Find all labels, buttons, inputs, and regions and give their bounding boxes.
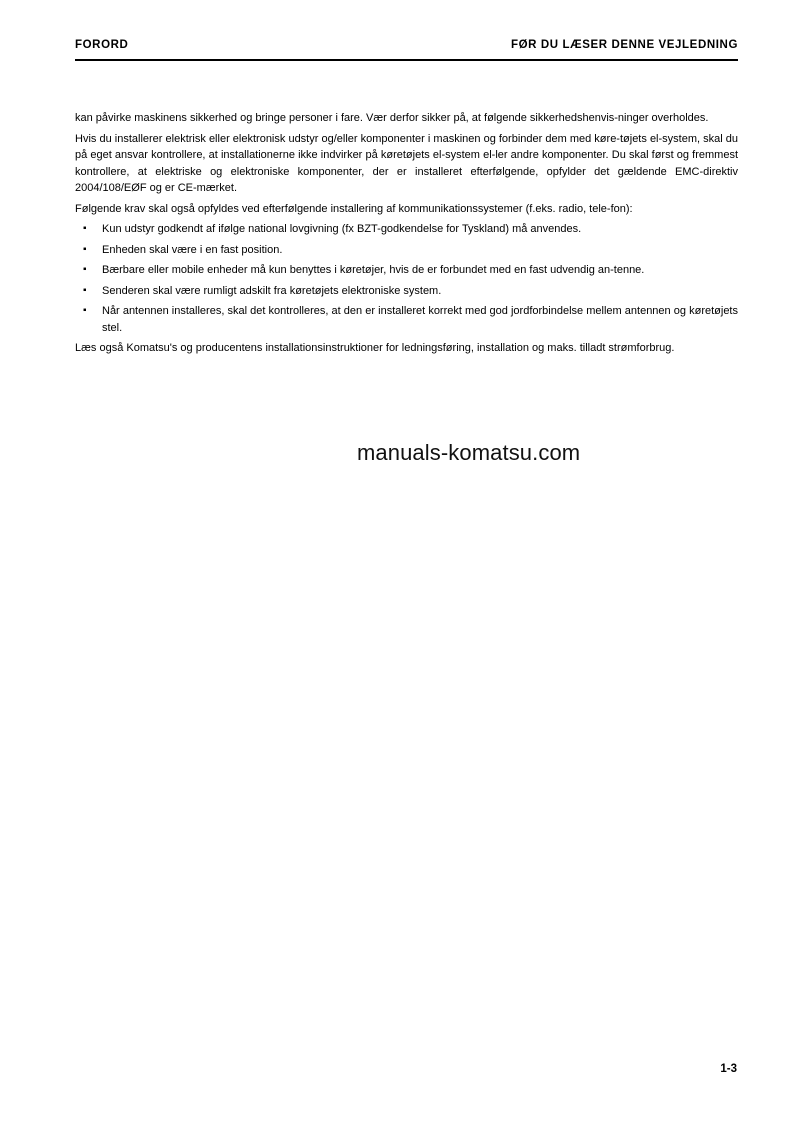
list-item-text: Bærbare eller mobile enheder må kun benyttes i køretøjer, hvis de er forbundet med en fast udvendig an-tenne. [102,264,645,276]
bullet-icon: ▪ [83,284,87,296]
section-title: FORORD [75,39,129,51]
bullet-icon: ▪ [83,243,87,255]
page-body [75,110,738,361]
paragraph-closing: Læs også Komatsu's og producentens installationsinstruktioner for ledningsføring, installation og maks. tilladt strømforbrug. [75,342,675,354]
paragraph-intro: kan påvirke maskinens sikkerhed og bringe personer i fare. Vær derfor sikker på, at følgende sikkerhedshenvis-ninger overholdes. [75,112,709,124]
list-item-text: Når antennen installeres, skal det kontrolleres, at den er installeret korrekt med god jordforbindelse mellem antennen og køretøjets stel. [102,305,738,334]
list-item-text: Enheden skal være i en fast position. [102,243,283,256]
page-number: 1-3 [720,1063,737,1075]
list-item [75,303,738,336]
requirements-list [75,221,738,336]
list-item [75,221,738,238]
list-item-text: Kun udstyr godkendt af ifølge national lovgivning (fx BZT-godkendelse for Tyskland) må anvendes. [102,223,582,235]
list-item [75,262,738,279]
chapter-title: FØR DU LÆSER DENNE VEJLEDNING [511,39,738,51]
list-item-text: Senderen skal være rumligt adskilt fra køretøjets elektroniske system. [102,284,442,297]
bullet-icon: ▪ [83,223,87,234]
paragraph-requirements: Følgende krav skal også opfyldes ved efterfølgende installering af kommunikationssystemer (f.eks. radio, tele-fon): [75,202,633,215]
list-item [75,242,738,259]
watermark-link[interactable]: manuals-komatsu.com [357,440,581,465]
paragraph-installation: Hvis du installerer elektrisk eller elektronisk udstyr og/eller komponenter i maskinen og forbinder dem med køre-tøjets el-system, skal du på eget ansvar kontrollere, at installationerne ikke indvirker på køretøjets el-system el-ler andre komponenter. Du skal først og fremmest kontrollere, at elektriske og elektroniske komponenter, der er installeret efterfølgende, opfylder det gældende EMC-direktiv 2004/108/EØF og er CE-mærket. [75,132,738,194]
bullet-icon: ▪ [83,264,87,275]
list-item [75,283,738,300]
page-header [75,37,738,61]
bullet-icon: ▪ [83,305,87,316]
